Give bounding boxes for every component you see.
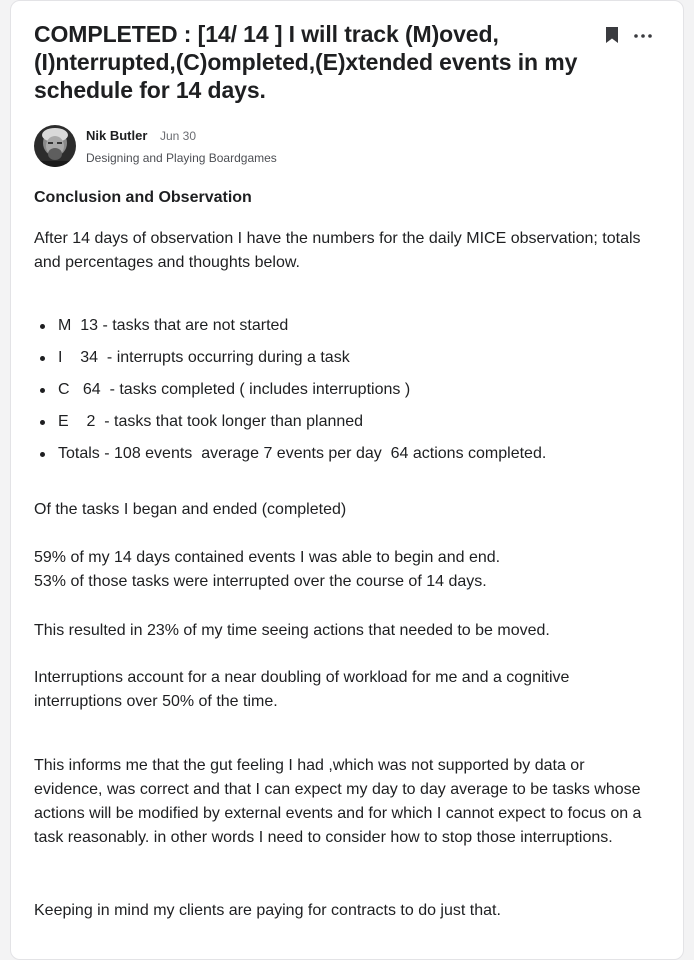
paragraph-began-ended: Of the tasks I began and ended (completed) — [34, 501, 347, 518]
post-card — [10, 0, 684, 960]
paragraph-53-percent: 53% of those tasks were interrupted over the course of 14 days. — [34, 573, 487, 590]
paragraph-59-percent: 59% of my 14 days contained events I was able to begin and end. — [34, 549, 501, 566]
group-name[interactable]: Designing and Playing Boardgames — [86, 151, 277, 165]
bullet-icon — [40, 420, 45, 425]
author-avatar[interactable] — [34, 125, 76, 167]
avatar-image — [34, 125, 76, 167]
bullet-icon — [40, 324, 45, 329]
more-options-button[interactable] — [631, 26, 655, 46]
paragraph-23-percent: This resulted in 23% of my time seeing actions that needed to be moved. — [34, 622, 550, 639]
section-heading: Conclusion and Observation — [34, 189, 252, 206]
author-name[interactable]: Nik Butler — [86, 128, 148, 143]
bullet-icon — [40, 452, 45, 457]
list-item: E 2 - tasks that took longer than planned — [34, 409, 654, 441]
paragraph-informs: This informs me that the gut feeling I had ,which was not supported by data or evidence, was correct and that I can expect my day to day average to be tasks whose actions will be modified by external events and for which I cannot expect to focus on a task reasonably. in other words I need to consider how to stop those interruptions. — [34, 757, 642, 846]
list-item: I 34 - interrupts occurring during a task — [34, 345, 654, 377]
bookmark-icon — [605, 26, 619, 44]
paragraph-interruptions: Interruptions account for a near doubling of workload for me and a cognitive interruptions over 50% of the time. — [34, 669, 570, 710]
more-horizontal-icon — [633, 33, 653, 39]
list-item: C 64 - tasks completed ( includes interruptions ) — [34, 377, 654, 409]
bookmark-button[interactable] — [603, 26, 621, 48]
mice-totals-list — [34, 313, 654, 473]
paragraph-keeping-in-mind: Keeping in mind my clients are paying for contracts to do just that. — [34, 902, 501, 919]
post-date[interactable]: Jun 30 — [160, 129, 197, 143]
intro-paragraph: After 14 days of observation I have the numbers for the daily MICE observation; totals and percentages and thoughts below. — [34, 230, 641, 271]
bullet-icon — [40, 356, 45, 361]
bullet-icon — [40, 388, 45, 393]
list-item: Totals - 108 events average 7 events per day 64 actions completed. — [34, 441, 654, 473]
post-title: COMPLETED : [14/ 14 ] I will track (M)oved, (I)nterrupted,(C)ompleted,(E)xtended events in my schedule for 14 days. — [34, 21, 578, 103]
list-item: M 13 - tasks that are not started — [34, 313, 654, 345]
